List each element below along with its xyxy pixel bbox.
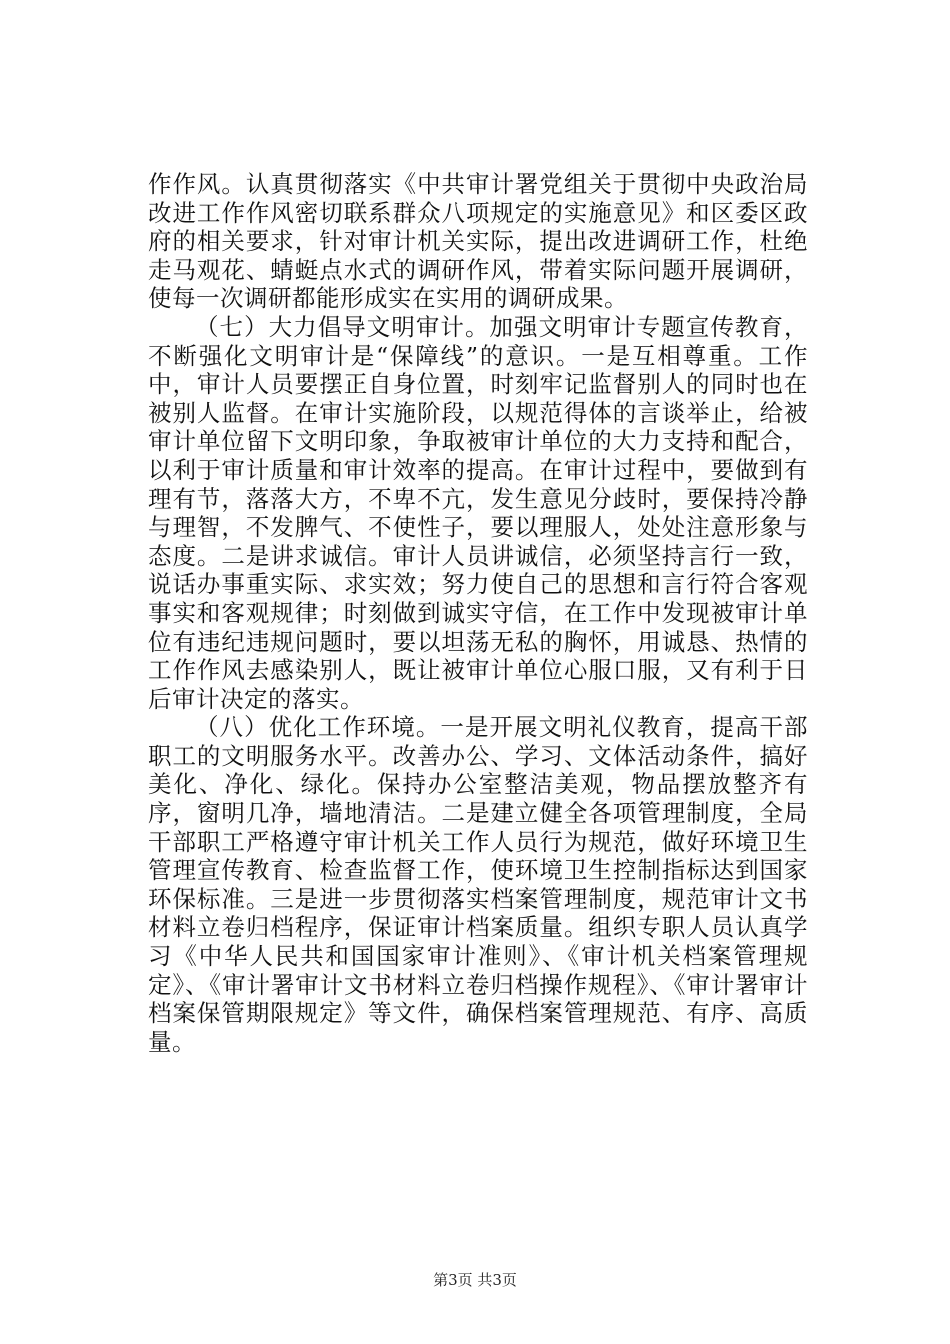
document-body — [148, 170, 808, 1056]
paragraph-work-style: 作作风。认真贯彻落实《中共审计署党组关于贯彻中央政治局改进工作作风密切联系群众八项规定的实施意见》和区委区政府的相关要求，针对审计机关实际，提出改进调研工作，杜绝走马观花、蜻蜓点水式的调研作风，带着实际问题开展调研，使每一次调研都能形成实在实用的调研成果。 — [148, 170, 808, 313]
paragraph-work-environment: （八）优化工作环境。一是开展文明礼仪教育，提高干部职工的文明服务水平。改善办公、学习、文体活动条件，搞好美化、净化、绿化。保持办公室整洁美观，物品摆放整齐有序，窗明几净，墙地清洁。二是建立健全各项管理制度，全局干部职工严格遵守审计机关工作人员行为规范，做好环境卫生管理宣传教育、检查监督工作，使环境卫生控制指标达到国家环保标准。三是进一步贯彻落实档案管理制度，规范审计文书材料立卷归档程序，保证审计档案质量。组织专职人员认真学习《中华人民共和国国家审计准则》、《审计机关档案管理规定》、《审计署审计文书材料立卷归档操作规程》、《审计署审计档案保管期限规定》等文件，确保档案管理规范、有序、高质量。 — [148, 713, 808, 1056]
paragraph-civilized-audit: （七）大力倡导文明审计。加强文明审计专题宣传教育，不断强化文明审计是“保障线”的意识。一是互相尊重。工作中，审计人员要摆正自身位置，时刻牢记监督别人的同时也在被别人监督。在审计实施阶段，以规范得体的言谈举止，给被审计单位留下文明印象，争取被审计单位的大力支持和配合，以利于审计质量和审计效率的提高。在审计过程中，要做到有理有节，落落大方，不卑不亢，发生意见分歧时，要保持冷静与理智，不发脾气、不使性子，要以理服人，处处注意形象与态度。二是讲求诚信。审计人员讲诚信，必须坚持言行一致，说话办事重实际、求实效；努力使自己的思想和言行符合客观事实和客观规律；时刻做到诚实守信，在工作中发现被审计单位有违纪违规问题时，要以坦荡无私的胸怀，用诚恳、热情的工作作风去感染别人，既让被审计单位心服口服，又有利于日后审计决定的落实。 — [148, 312, 808, 713]
page-number-label: 第3页 共3页 — [433, 1271, 517, 1289]
page-footer — [0, 1270, 950, 1290]
